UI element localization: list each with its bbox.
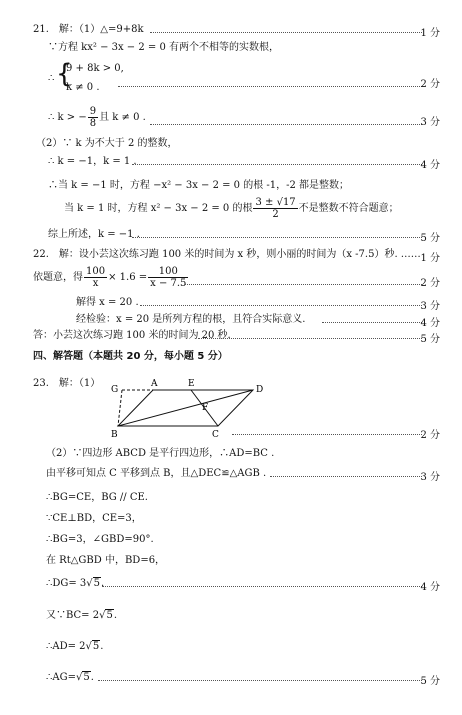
q23-line-6: 在 Rt△GBD 中，BD=6， xyxy=(46,555,166,566)
score-q23-3: 3 分 xyxy=(420,472,440,483)
fraction-denominator: x xyxy=(92,278,99,289)
sqrt-icon: √ xyxy=(99,610,106,621)
q21-system-row-2: k ≠ 0 . xyxy=(66,82,100,93)
q21-heading: 21. 解：（1）△=9+8k xyxy=(33,24,144,35)
q23-line-10 xyxy=(46,672,94,684)
dot-leader xyxy=(102,586,422,587)
q23-line-9 xyxy=(46,641,103,653)
score-q21-1: 1 分 xyxy=(420,28,440,39)
q23-line-8-post: . xyxy=(113,610,118,621)
radicand: 5 xyxy=(92,641,100,652)
q21-line-5: ∴ k = −1，k = 1 . xyxy=(48,156,137,167)
segment-gb-dashed xyxy=(118,390,122,426)
point-label-a: A xyxy=(151,379,158,389)
q22-line-3: 解得 x = 20 . xyxy=(76,297,139,308)
q23-line-2: 由平移可知点 C 平移到点 B，且△DEC≌△AGB . xyxy=(46,468,267,479)
score-q23-4: 4 分 xyxy=(420,582,440,593)
score-q23-fig: 2 分 xyxy=(420,430,440,441)
radicand: 5 xyxy=(83,672,90,683)
dot-leader xyxy=(270,476,422,477)
score-q21-3: 3 分 xyxy=(420,117,440,128)
q21-line-8: 综上所述，k = −1 . xyxy=(48,229,140,240)
q21-system-sign: ∴ xyxy=(48,73,55,84)
q21-line-7-pre: 当 k = 1 时，方程 x² − 3x − 2 = 0 的根 xyxy=(64,203,253,214)
q21-line-7-post: 不是整数不符合题意； xyxy=(298,203,399,214)
score-q22-5: 5 分 xyxy=(420,334,440,345)
q23-line-7-post: . xyxy=(101,578,105,589)
section-title: 四、解答题（本题共 20 分，每小题 5 分） xyxy=(33,351,228,362)
fraction-denominator: 8 xyxy=(89,118,97,129)
q23-line-10-pre: ∴AG= xyxy=(46,672,76,683)
fraction-numerator: 9 xyxy=(89,106,97,117)
point-label-f: F xyxy=(202,403,209,413)
score-q23-5: 5 分 xyxy=(420,676,440,687)
fraction-numerator: 3 ± √17 xyxy=(255,197,296,208)
q21-line-6: ∴当 k = −1 时，方程 −x² − 3x − 2 = 0 的根 -1，-2 都是整数； xyxy=(48,180,350,191)
left-brace-icon: { xyxy=(56,59,73,89)
q22-equation-mid: × 1.6 = xyxy=(108,272,148,283)
sqrt-icon: √ xyxy=(86,578,93,589)
q22-equation-pre: 依题意，得 xyxy=(33,272,83,283)
sqrt-icon: √ xyxy=(85,641,92,652)
q23-line-8 xyxy=(46,610,117,622)
q23-line-7-pre: ∴DG= 3 xyxy=(46,578,87,589)
q21-line-3-post: 且 k ≠ 0 . xyxy=(99,112,146,123)
point-label-d: D xyxy=(256,385,264,395)
q23-line-9-post: . xyxy=(100,641,104,652)
point-label-b: B xyxy=(111,430,118,440)
point-label-e: E xyxy=(188,379,195,389)
q23-line-4: ∵CE⊥BD，CE=3， xyxy=(46,513,142,524)
radicand: 5 xyxy=(106,610,113,621)
q22-line-5: 答：小芸这次练习跑 100 米的时间为 20 秒. xyxy=(33,330,231,341)
q23-line-3: ∴BG=CE，BG // CE. xyxy=(46,492,148,503)
point-label-g: G xyxy=(111,385,119,395)
radicand: 5 xyxy=(93,578,101,589)
score-q21-2: 2 分 xyxy=(420,79,440,90)
q21-line-1: ∵方程 kx² − 3x − 2 = 0 有两个不相等的实数根， xyxy=(48,42,280,53)
fraction-denominator: 2 xyxy=(272,209,279,220)
q23-line-9-pre: ∴AD= 2 xyxy=(46,641,86,652)
q23-line-10-post: . xyxy=(90,672,94,683)
q21-line-3-pre: ∴ k > − xyxy=(48,112,87,123)
q23-line-7 xyxy=(46,578,104,590)
fraction-numerator: 100 xyxy=(148,266,188,278)
fraction-denominator: x − 7.5 xyxy=(150,278,187,289)
dot-leader xyxy=(98,680,422,681)
score-q22-4: 4 分 xyxy=(420,318,440,329)
point-label-c: C xyxy=(212,430,219,440)
sqrt-icon: √ xyxy=(75,672,83,683)
dot-leader xyxy=(232,434,422,435)
q22-line-4: 经检验：x = 20 是所列方程的根，且符合实际意义. xyxy=(76,314,306,325)
q23-heading: 23. 解：（1） xyxy=(33,378,101,389)
q21-system-row-1: 9 + 8k > 0, xyxy=(66,63,124,74)
fraction-numerator: 100 xyxy=(86,266,106,277)
score-q21-4: 4 分 xyxy=(420,160,440,171)
score-q22-1: 1 分 xyxy=(420,253,440,264)
q21-part-2: （2）∵ k 为不大于 2 的整数， xyxy=(36,138,178,149)
score-q22-3: 3 分 xyxy=(420,301,440,312)
q23-line-8-pre: 又∵BC= 2 xyxy=(46,610,100,621)
score-q21-5: 5 分 xyxy=(420,233,440,244)
score-q22-2: 2 分 xyxy=(420,278,440,289)
q23-line-1: （2）∵四边形 ABCD 是平行四边形，∴AD=BC . xyxy=(46,448,275,459)
diagonal-bd xyxy=(118,390,253,426)
q23-line-5: ∴BG=3，∠GBD=90°. xyxy=(46,534,154,545)
q22-heading: 22. 解：设小芸这次练习跑 100 米的时间为 x 秒，则小丽的时间为（x -7.5）秒. …… xyxy=(33,249,421,260)
